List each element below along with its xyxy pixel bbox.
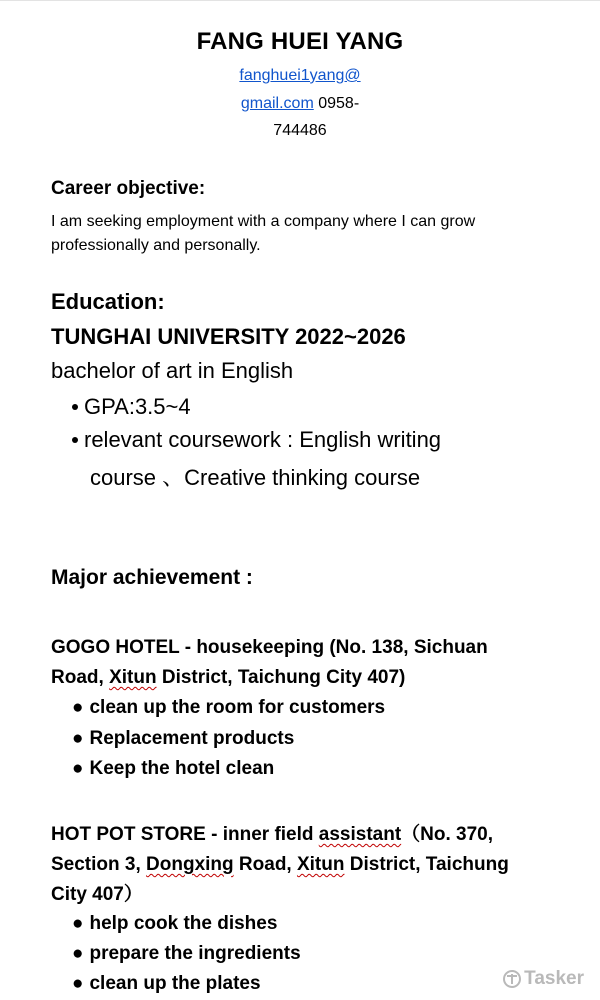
bullet-icon: ● xyxy=(72,943,84,964)
major-achievement-heading: Major achievement : xyxy=(51,566,253,589)
career-objective-text: I am seeking employment with a company where I can grow professionally and personally. xyxy=(51,213,476,254)
university-name: TUNGHAI UNIVERSITY 2022~2026 xyxy=(51,324,406,349)
gpa-item xyxy=(72,394,191,420)
job2-text: Road, xyxy=(233,854,297,875)
coursework-text-line1: relevant coursework : English writing xyxy=(84,427,442,452)
job2-text: （No. 370, xyxy=(401,824,494,845)
email-link[interactable]: fanghuei1yang@ xyxy=(239,67,361,84)
bullet-text: Keep the hotel clean xyxy=(89,758,275,779)
bullet-icon: ● xyxy=(72,758,84,779)
bullet-text: clean up the room for customers xyxy=(89,697,386,718)
applicant-name: FANG HUEI YANG xyxy=(196,28,404,55)
gpa-text: GPA:3.5~4 xyxy=(84,394,191,419)
bullet-dot-icon xyxy=(72,404,78,410)
job1-text: Road, xyxy=(51,667,110,688)
phone-number-start: 0958- xyxy=(318,95,360,112)
bullet-text: prepare the ingredients xyxy=(89,943,301,964)
job1-bullet xyxy=(72,697,385,719)
bullet-icon: ● xyxy=(72,728,84,749)
bullet-icon: ● xyxy=(72,973,84,994)
email-link-continued[interactable]: gmail.com xyxy=(240,95,314,112)
job2-text: District, Taichung xyxy=(344,854,509,875)
spellcheck-word: Dongxing xyxy=(146,854,234,875)
contact-line-1 xyxy=(0,67,600,85)
degree: bachelor of art in English xyxy=(51,358,294,383)
tasker-watermark xyxy=(503,968,584,990)
coursework-item xyxy=(72,427,441,453)
job2-text: HOT POT STORE - inner field xyxy=(51,824,319,845)
spellcheck-word: assistant xyxy=(318,824,402,845)
job2-bullet xyxy=(72,913,277,935)
tasker-logo-icon xyxy=(503,970,521,988)
job1-bullet xyxy=(72,758,274,780)
job1-title-line1: GOGO HOTEL - housekeeping (No. 138, Sichuan xyxy=(51,637,488,658)
bullet-text: Replacement products xyxy=(89,728,295,749)
career-objective-heading: Career objective: xyxy=(51,178,206,199)
job1-text: District, Taichung City 407) xyxy=(156,667,406,688)
job2-text: Section 3, xyxy=(51,854,147,875)
bullet-text: help cook the dishes xyxy=(89,913,278,934)
bullet-text: clean up the plates xyxy=(89,973,261,994)
watermark-text: Tasker xyxy=(524,968,584,989)
job1-bullet xyxy=(72,728,294,750)
bullet-dot-icon xyxy=(72,437,78,443)
phone-number-end: 744486 xyxy=(273,122,327,139)
spellcheck-word: Xitun xyxy=(109,667,157,688)
bullet-icon: ● xyxy=(72,697,84,718)
job1-title-line2 xyxy=(51,663,405,693)
coursework-text-line2: course 、Creative thinking course xyxy=(90,465,421,490)
job2-title-line1 xyxy=(51,820,493,850)
job2-title-line3: City 407） xyxy=(51,884,143,905)
contact-line-2 xyxy=(0,95,600,113)
job2-bullet xyxy=(72,943,301,965)
bullet-icon: ● xyxy=(72,913,84,934)
spellcheck-word: Xitun xyxy=(296,854,345,875)
education-heading: Education: xyxy=(51,289,165,314)
job2-title-line2 xyxy=(51,850,509,880)
contact-line-3 xyxy=(0,122,600,140)
job2-bullet xyxy=(72,973,261,995)
